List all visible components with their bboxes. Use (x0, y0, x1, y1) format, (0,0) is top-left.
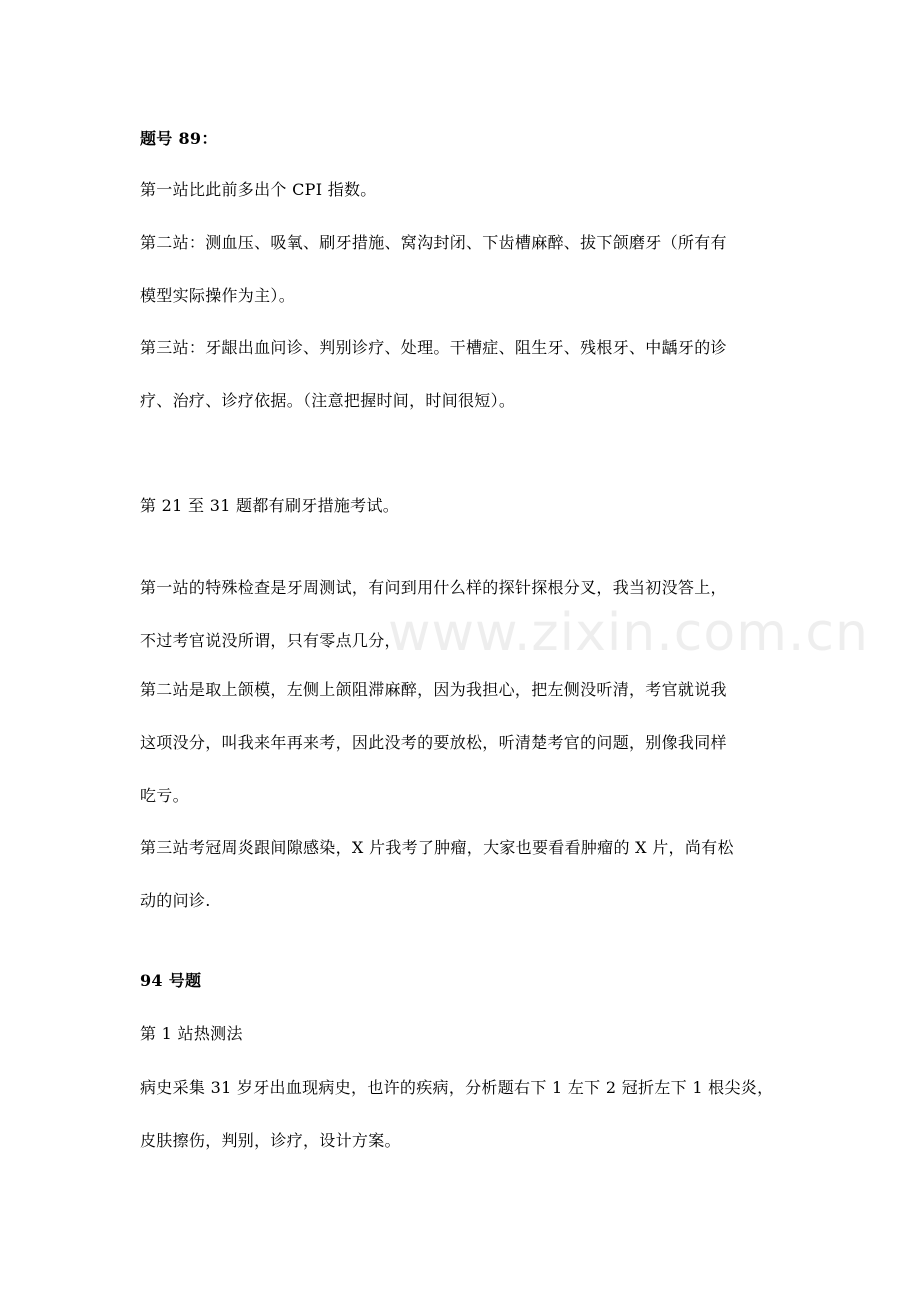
paragraph-line: 第一站的特殊检查是牙周测试，有问到用什么样的探针探根分叉，我当初没答上， (140, 578, 727, 597)
paragraph-line: 第二站是取上颌模，左侧上颌阻滞麻醉，因为我担心，把左侧没听清，考官就说我 (140, 680, 727, 699)
paragraph-line: 疗、治疗、诊疗依据。（注意把握时间，时间很短）。 (140, 391, 516, 410)
paragraph-line: 第三站：牙龈出血问诊、判别诊疗、处理。干槽症、阻生牙、残根牙、中龋牙的诊 (140, 338, 727, 357)
paragraph-line: 不过考官说没所谓，只有零点几分， (140, 631, 401, 650)
paragraph-line: 第二站：测血压、吸氧、刷牙措施、窝沟封闭、下齿槽麻醉、拔下颌磨牙（所有有 (140, 233, 727, 252)
paragraph-line: 第 21 至 31 题都有刷牙措施考试。 (140, 496, 400, 515)
section-heading-94: 94 号题 (140, 971, 202, 990)
paragraph-line: 这项没分，叫我来年再来考，因此没考的要放松，听清楚考官的问题，别像我同样 (140, 733, 727, 752)
watermark: www.zixin.com.cn (388, 603, 869, 663)
paragraph-line: 第三站考冠周炎跟间隙感染，X 片我考了肿瘤，大家也要看看肿瘤的 X 片，尚有松 (140, 838, 734, 857)
paragraph-line: 病史采集 31 岁牙出血现病史，也许的疾病，分析题右下 1 左下 2 冠折左下 1 根尖炎， (140, 1078, 774, 1097)
paragraph-line: 第一站比此前多出个 CPI 指数。 (140, 180, 377, 199)
paragraph-line: 动的问诊. (140, 891, 211, 910)
paragraph-line: 第 1 站热测法 (140, 1024, 243, 1043)
section-heading-89: 题号 89： (140, 129, 218, 148)
paragraph-line: 模型实际操作为主）。 (140, 286, 296, 305)
paragraph-line: 皮肤擦伤，判别，诊疗，设计方案。 (140, 1131, 401, 1150)
paragraph-line: 吃亏。 (140, 786, 189, 805)
